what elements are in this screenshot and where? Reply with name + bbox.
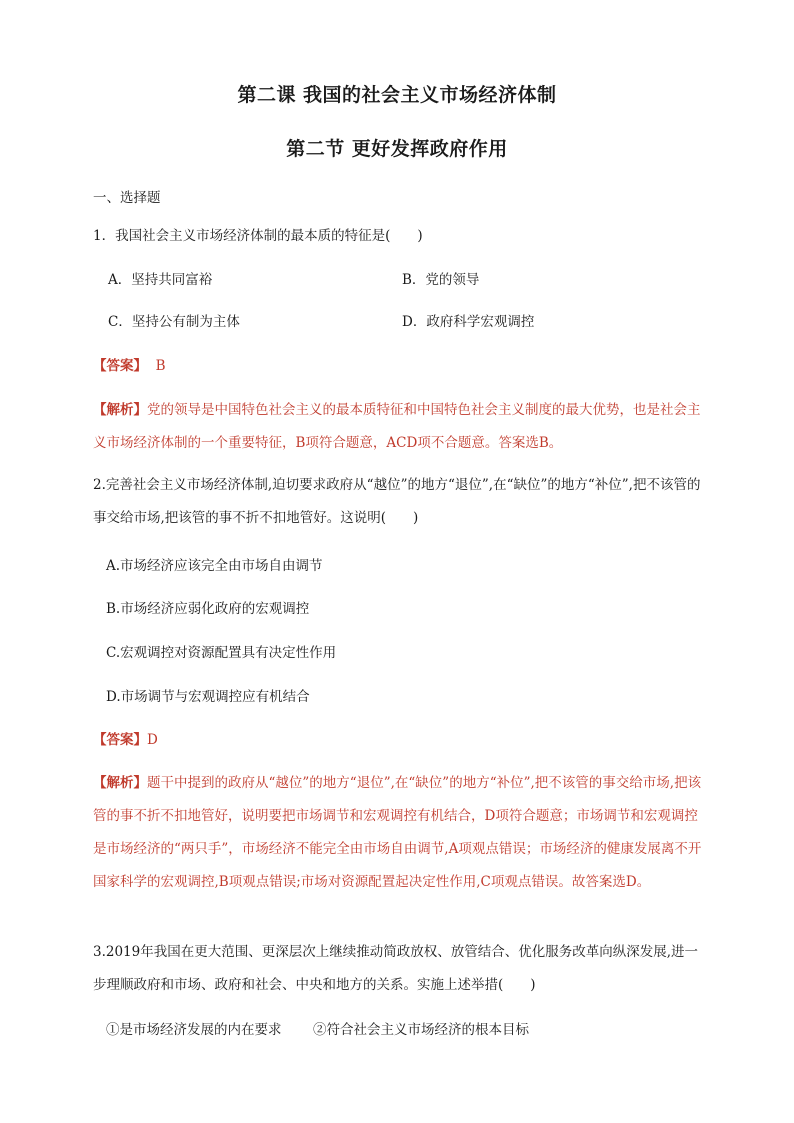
question-2-option-b: B.市场经济应弱化政府的宏观调控 bbox=[106, 601, 310, 617]
analysis-text: 党的领导是中国特色社会主义的最本质特征和中国特色社会主义制度的最大优势，也是社会主义市场经济体制的一个重要特征，B项符合题意，ACD项不合题意。答案选B。 bbox=[93, 402, 701, 451]
answer-label: 【答案】 bbox=[93, 358, 147, 374]
question-1-option-c: C．坚持公有制为主体 bbox=[108, 314, 240, 330]
question-3-option-2: ②符合社会主义市场经济的根本目标 bbox=[313, 1022, 529, 1038]
question-1-option-d: D．政府科学宏观调控 bbox=[402, 314, 535, 330]
question-2-option-c: C.宏观调控对资源配置具有决定性作用 bbox=[106, 645, 337, 661]
answer-label: 【答案】 bbox=[93, 732, 147, 748]
question-1-option-b: B．党的领导 bbox=[402, 272, 480, 288]
question-1-analysis bbox=[93, 394, 705, 460]
question-2-analysis bbox=[93, 767, 705, 899]
section-heading: 一、选择题 bbox=[93, 190, 161, 206]
answer-value: D bbox=[147, 732, 158, 748]
question-2-option-a: A.市场经济应该完全由市场自由调节 bbox=[106, 558, 323, 574]
analysis-text: 题干中提到的政府从“越位”的地方“退位”,在“缺位”的地方“补位”,把不该管的事交给市场,把该管的事不折不扣地管好，说明要把市场调节和宏观调控有机结合，D项符合题意；市场调节和宏观调控是市场经济的“两只手”，市场经济不能完全由市场自由调节,A项观点错误；市场经济的健康发展离不开国家科学的宏观调控,B项观点错误;市场对资源配置起决定性作用,C项观点错误。故答案选D。 bbox=[93, 775, 702, 890]
answer-value: B bbox=[147, 358, 166, 374]
question-2-answer bbox=[93, 730, 713, 750]
question-3-stem: 3.2019年我国在更大范围、更深层次上继续推动简政放权、放管结合、优化服务改革向纵深发展,进一步理顺政府和市场、政府和社会、中央和地方的关系。实施上述举措( ) bbox=[93, 944, 699, 993]
analysis-label: 【解析】 bbox=[93, 402, 147, 418]
question-1-stem: 1．我国社会主义市场经济体制的最本质的特征是( ) bbox=[93, 228, 423, 244]
analysis-label: 【解析】 bbox=[93, 775, 147, 791]
page-title: 第二课 我国的社会主义市场经济体制 bbox=[237, 84, 557, 106]
question-2-stem: 2.完善社会主义市场经济体制,迫切要求政府从“越位”的地方“退位”,在“缺位”的地方“补位”,把不该管的事交给市场,把该管的事不折不扣地管好。这说明( ) bbox=[93, 477, 701, 526]
question-3-option-1: ①是市场经济发展的内在要求 bbox=[106, 1022, 282, 1038]
question-1-answer bbox=[93, 356, 713, 376]
question-1-option-a: A．坚持共同富裕 bbox=[108, 272, 213, 288]
page-subtitle: 第二节 更好发挥政府作用 bbox=[286, 138, 508, 160]
question-2-option-d: D.市场调节与宏观调控应有机结合 bbox=[106, 689, 310, 705]
